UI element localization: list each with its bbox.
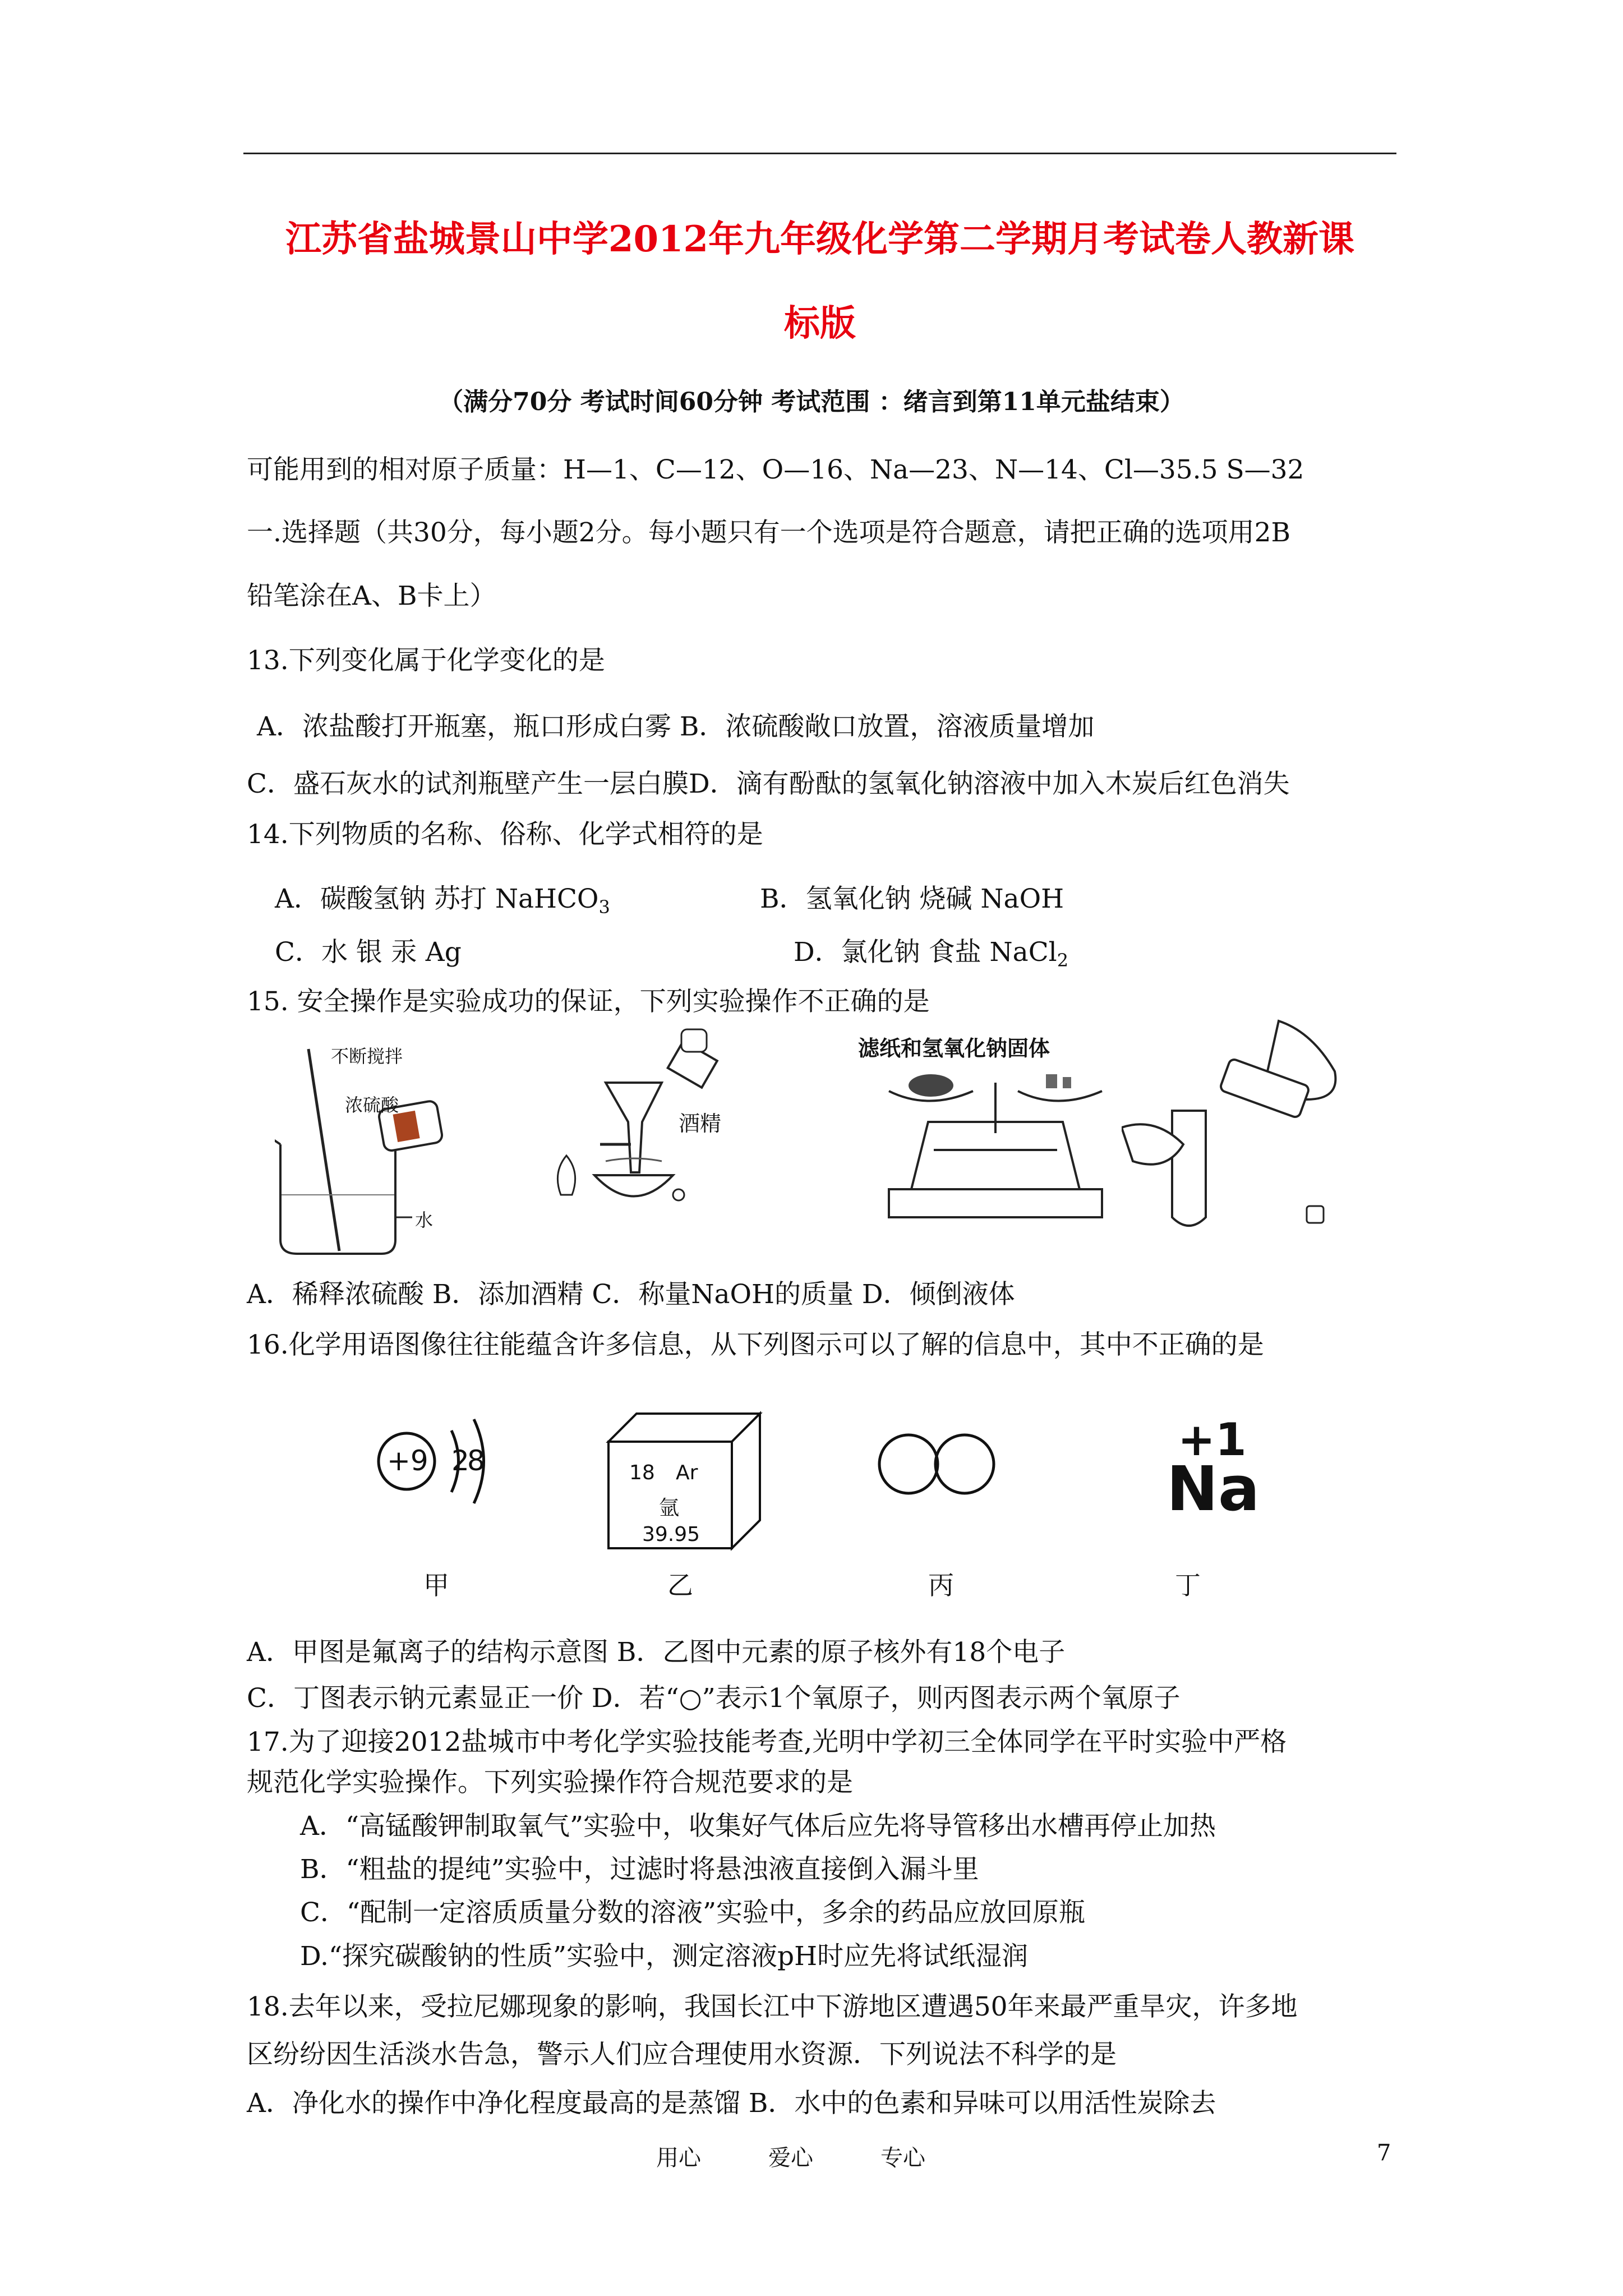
section-intro-line2: 铅笔涂在A、B卡上） [247,581,496,611]
yi-atomic-mass: 39.95 [642,1523,700,1546]
caption-bing: 丙 [928,1570,954,1600]
footer-motto-3: 专心 [880,2145,925,2171]
jia-shell2: 8 [467,1444,485,1477]
yi-symbol: Ar [676,1461,698,1484]
q17-option-c: C．“配制一定溶质质量分数的溶液”实验中，多余的药品应放回原瓶 [300,1897,1086,1928]
q13-stem: 13.下列变化属于化学变化的是 [247,645,605,676]
q18-options-ab: A．净化水的操作中净化程度最高的是蒸馏 B．水中的色素和异味可以用活性炭除去 [247,2088,1216,2119]
q17-option-a: A．“高锰酸钾制取氧气”实验中，收集好气体后应先将导管移出水槽再停止加热 [300,1811,1216,1842]
balance-figure [878,1055,1113,1234]
q14-option-b: B．氢氧化钠 烧碱 NaOH [760,884,1064,914]
yi-atomic-number: 18 [629,1461,655,1484]
atomic-masses: 可能用到的相对原子质量：H—1、C—12、O—16、Na—23、N—14、Cl—35.5 S—32 [247,454,1304,485]
exam-subtitle: （满分70分 考试时间60分钟 考试范围 ：绪言到第11单元盐结束） [439,388,1184,416]
q14-option-d: D．氯化钠 食盐 NaCl$_2$ [794,937,1069,971]
page-title-line2: 标版 [784,302,856,344]
page-title-line1: 江苏省盐城景山中学2012年九年级化学第二学期月考试卷人教新课 [285,218,1355,260]
section-intro-line1: 一.选择题（共30分，每小题2分。每小题只有一个选项是符合题意，请把正确的选项用2B [247,517,1291,548]
q18-stem-line2: 区纷纷因生活淡水告急，警示人们应合理使用水资源．下列说法不科学的是 [247,2039,1117,2070]
pour-liquid-figure [1122,1015,1357,1234]
fig-b-label: 酒精 [679,1111,722,1136]
fig-a-label-acid: 浓硫酸 [345,1094,399,1116]
header-rule [243,153,1396,154]
fig-a-label-water: 水 [415,1209,434,1231]
ding-symbol: Na [1166,1453,1260,1525]
q17-option-d: D.“探究碳酸钠的性质”实验中，测定溶液pH时应先将试纸湿润 [300,1941,1029,1972]
q14-option-c: C．水 银 汞 Ag [275,937,462,968]
q16-options-cd: C．丁图表示钠元素显正一价 D．若“○”表示1个氧原子，则丙图表示两个氧原子 [247,1683,1181,1714]
footer-motto-1: 用心 [656,2145,701,2171]
fig-c-label: 滤纸和氢氧化钠固体 [858,1036,1050,1061]
yi-name: 氩 [659,1497,680,1520]
ding-valence: +1 [1178,1414,1247,1466]
q15-stem: 15. 安全操作是实验成功的保证，下列实验操作不正确的是 [247,986,930,1017]
q13-options-cd: C．盛石灰水的试剂瓶壁产生一层白膜D．滴有酚酞的氢氧化钠溶液中加入木炭后红色消失 [247,769,1290,799]
q16-options-ab: A．甲图是氟离子的结构示意图 B．乙图中元素的原子核外有18个电子 [247,1637,1066,1668]
caption-jia: 甲 [423,1570,449,1600]
page-number: 7 [1377,2140,1391,2166]
two-oxygen-atoms-diagram [875,1430,998,1498]
q14-stem: 14.下列物质的名称、俗称、化学式相符的是 [247,819,763,850]
q17-stem-line1: 17.为了迎接2012盐城市中考化学实验技能考查,光明中学初三全体同学在平时实验中严格 [247,1727,1287,1757]
jia-nucleus: +9 [387,1444,428,1477]
q14-option-a: A．碳酸氢钠 苏打 NaHCO$_3$ [275,884,610,918]
caption-yi: 乙 [667,1570,693,1600]
q15-options: A．稀释浓硫酸 B．添加酒精 C．称量NaOH的质量 D．倾倒液体 [247,1279,1015,1310]
caption-ding: 丁 [1175,1570,1201,1600]
footer-motto-2: 爱心 [768,2145,813,2171]
q16-stem: 16.化学用语图像往往能蕴含许多信息，从下列图示可以了解的信息中，其中不正确的是 [247,1329,1264,1360]
fig-a-label-stir: 不断搅拌 [331,1046,403,1067]
q18-stem-line1: 18.去年以来，受拉尼娜现象的影响，我国长江中下游地区遭遇50年来最严重旱灾，许多地 [247,1991,1298,2022]
q17-stem-line2: 规范化学实验操作。下列实验操作符合规范要求的是 [247,1767,853,1798]
q13-options-ab: A．浓盐酸打开瓶塞，瓶口形成白雾 B．浓硫酸敞口放置，溶液质量增加 [257,711,1095,742]
jia-shell1: 2 [451,1444,469,1477]
q17-option-b: B．“粗盐的提纯”实验中，过滤时将悬浊液直接倒入漏斗里 [300,1854,979,1885]
